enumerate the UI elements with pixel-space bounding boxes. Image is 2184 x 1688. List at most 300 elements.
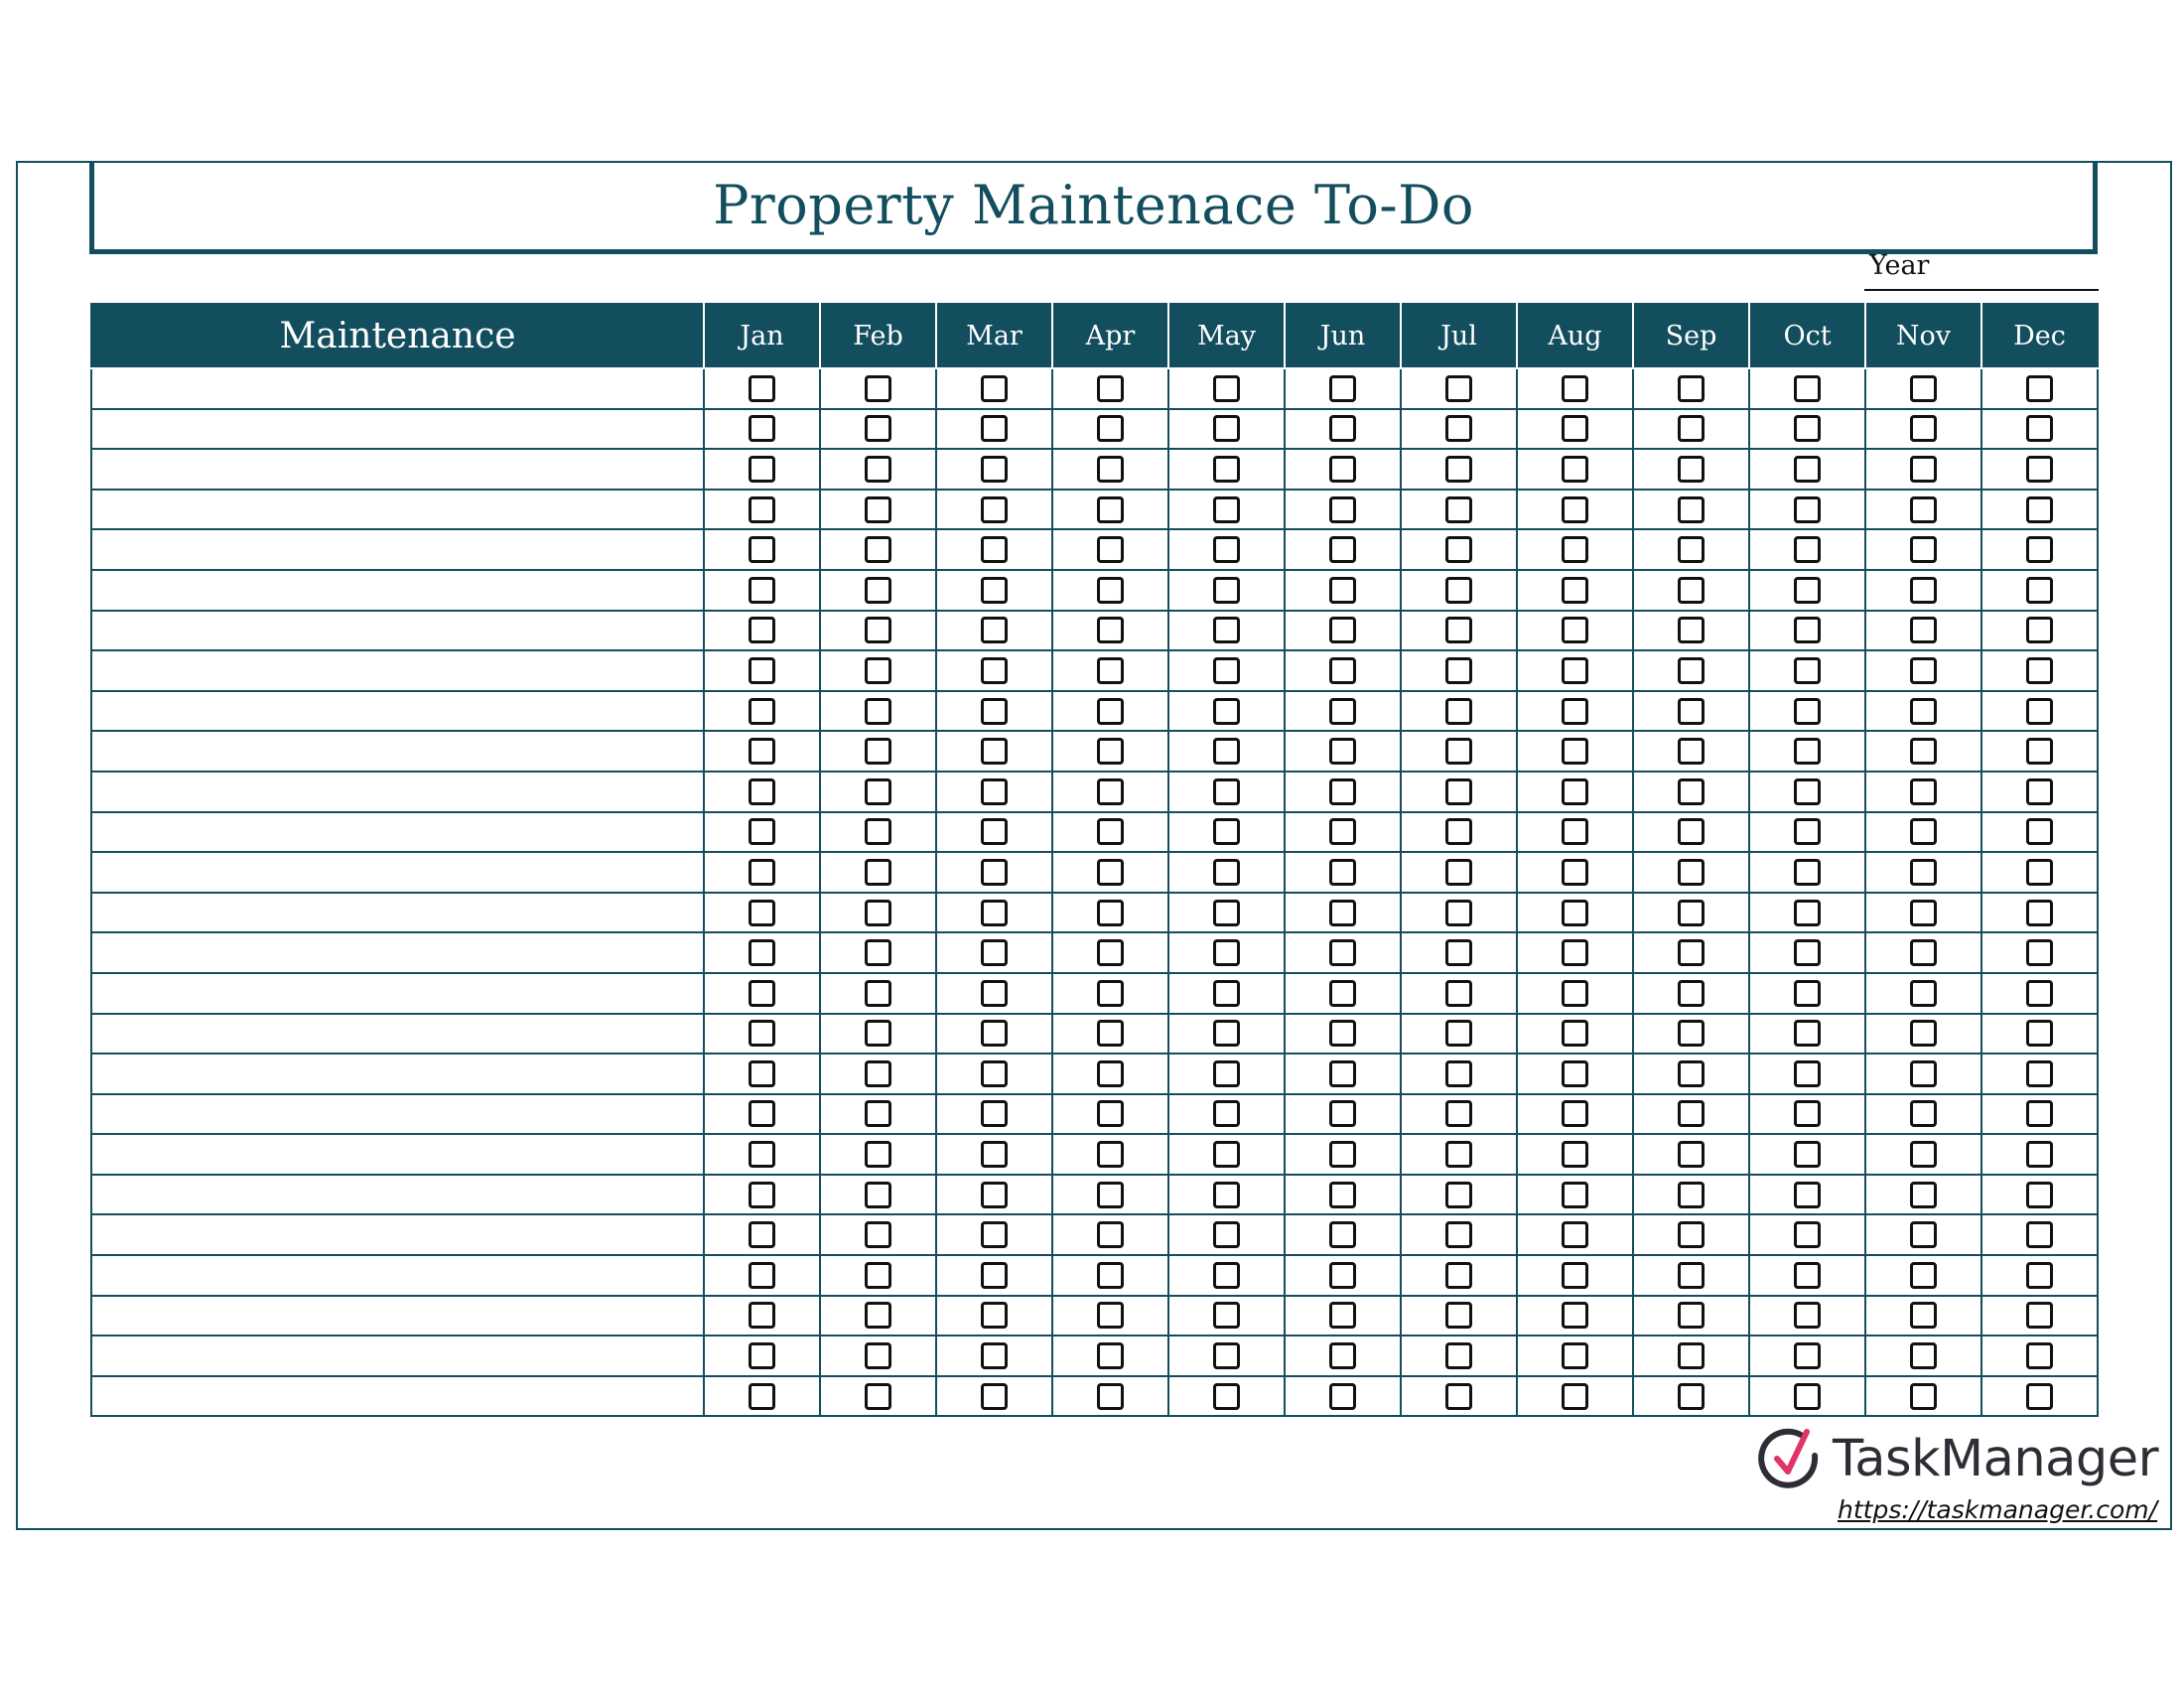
checkbox[interactable]	[1910, 617, 1937, 643]
checkbox[interactable]	[1794, 1221, 1821, 1248]
checkbox[interactable]	[865, 698, 891, 725]
checkbox[interactable]	[2026, 900, 2053, 926]
checkbox[interactable]	[865, 939, 891, 966]
checkbox[interactable]	[749, 778, 775, 805]
checkbox[interactable]	[749, 1221, 775, 1248]
checkbox[interactable]	[1562, 738, 1588, 765]
checkbox[interactable]	[1445, 617, 1472, 643]
checkbox[interactable]	[1445, 1060, 1472, 1087]
checkbox[interactable]	[865, 1342, 891, 1369]
checkbox[interactable]	[865, 1221, 891, 1248]
maintenance-task-cell[interactable]	[91, 1296, 704, 1336]
checkbox[interactable]	[1213, 617, 1240, 643]
checkbox[interactable]	[865, 496, 891, 523]
checkbox[interactable]	[1910, 1342, 1937, 1369]
checkbox[interactable]	[2026, 496, 2053, 523]
checkbox[interactable]	[1910, 1100, 1937, 1127]
checkbox[interactable]	[1213, 939, 1240, 966]
checkbox[interactable]	[865, 1383, 891, 1410]
checkbox[interactable]	[1329, 738, 1356, 765]
checkbox[interactable]	[1213, 818, 1240, 845]
checkbox[interactable]	[749, 536, 775, 563]
checkbox[interactable]	[1678, 778, 1705, 805]
checkbox[interactable]	[1562, 415, 1588, 442]
checkbox[interactable]	[1562, 1141, 1588, 1168]
checkbox[interactable]	[1213, 738, 1240, 765]
checkbox[interactable]	[1329, 1141, 1356, 1168]
checkbox[interactable]	[749, 456, 775, 483]
checkbox[interactable]	[1445, 859, 1472, 886]
checkbox[interactable]	[1097, 778, 1124, 805]
maintenance-task-cell[interactable]	[91, 368, 704, 409]
checkbox[interactable]	[2026, 456, 2053, 483]
checkbox[interactable]	[2026, 1060, 2053, 1087]
checkbox[interactable]	[1097, 536, 1124, 563]
checkbox[interactable]	[1329, 415, 1356, 442]
checkbox[interactable]	[1794, 738, 1821, 765]
checkbox[interactable]	[1794, 1342, 1821, 1369]
checkbox[interactable]	[1910, 859, 1937, 886]
checkbox[interactable]	[1678, 1100, 1705, 1127]
checkbox[interactable]	[749, 980, 775, 1007]
checkbox[interactable]	[1562, 496, 1588, 523]
checkbox[interactable]	[1097, 939, 1124, 966]
checkbox[interactable]	[981, 456, 1008, 483]
checkbox[interactable]	[1910, 1020, 1937, 1047]
checkbox[interactable]	[2026, 980, 2053, 1007]
checkbox[interactable]	[981, 818, 1008, 845]
checkbox[interactable]	[2026, 939, 2053, 966]
checkbox[interactable]	[1329, 939, 1356, 966]
checkbox[interactable]	[1097, 1100, 1124, 1127]
checkbox[interactable]	[749, 375, 775, 402]
checkbox[interactable]	[981, 1221, 1008, 1248]
checkbox[interactable]	[1213, 657, 1240, 684]
checkbox[interactable]	[1445, 1302, 1472, 1329]
checkbox[interactable]	[2026, 859, 2053, 886]
checkbox[interactable]	[1445, 1342, 1472, 1369]
checkbox[interactable]	[1562, 859, 1588, 886]
checkbox[interactable]	[1097, 375, 1124, 402]
maintenance-task-cell[interactable]	[91, 973, 704, 1014]
year-field[interactable]	[1864, 289, 2099, 291]
checkbox[interactable]	[981, 1141, 1008, 1168]
checkbox[interactable]	[1678, 456, 1705, 483]
checkbox[interactable]	[1678, 818, 1705, 845]
checkbox[interactable]	[1794, 1100, 1821, 1127]
checkbox[interactable]	[749, 617, 775, 643]
checkbox[interactable]	[749, 1020, 775, 1047]
checkbox[interactable]	[865, 1020, 891, 1047]
checkbox[interactable]	[1678, 698, 1705, 725]
checkbox[interactable]	[1213, 778, 1240, 805]
checkbox[interactable]	[1678, 1020, 1705, 1047]
checkbox[interactable]	[1794, 859, 1821, 886]
checkbox[interactable]	[1794, 375, 1821, 402]
checkbox[interactable]	[865, 415, 891, 442]
checkbox[interactable]	[1562, 1182, 1588, 1208]
checkbox[interactable]	[1562, 1342, 1588, 1369]
checkbox[interactable]	[1910, 1182, 1937, 1208]
checkbox[interactable]	[865, 859, 891, 886]
checkbox[interactable]	[1329, 496, 1356, 523]
checkbox[interactable]	[865, 617, 891, 643]
checkbox[interactable]	[2026, 1182, 2053, 1208]
checkbox[interactable]	[2026, 1302, 2053, 1329]
checkbox[interactable]	[1329, 536, 1356, 563]
checkbox[interactable]	[2026, 1020, 2053, 1047]
checkbox[interactable]	[981, 375, 1008, 402]
checkbox[interactable]	[1445, 577, 1472, 604]
checkbox[interactable]	[1097, 1342, 1124, 1369]
checkbox[interactable]	[1678, 577, 1705, 604]
checkbox[interactable]	[981, 1060, 1008, 1087]
checkbox[interactable]	[1445, 496, 1472, 523]
checkbox[interactable]	[749, 577, 775, 604]
checkbox[interactable]	[1329, 375, 1356, 402]
maintenance-task-cell[interactable]	[91, 449, 704, 490]
checkbox[interactable]	[1678, 536, 1705, 563]
checkbox[interactable]	[1329, 1383, 1356, 1410]
checkbox[interactable]	[1213, 1262, 1240, 1289]
checkbox[interactable]	[1562, 1060, 1588, 1087]
checkbox[interactable]	[1329, 859, 1356, 886]
checkbox[interactable]	[2026, 778, 2053, 805]
maintenance-task-cell[interactable]	[91, 812, 704, 853]
checkbox[interactable]	[865, 1302, 891, 1329]
checkbox[interactable]	[981, 939, 1008, 966]
checkbox[interactable]	[1445, 415, 1472, 442]
checkbox[interactable]	[1213, 980, 1240, 1007]
checkbox[interactable]	[1678, 900, 1705, 926]
checkbox[interactable]	[1213, 900, 1240, 926]
checkbox[interactable]	[749, 1342, 775, 1369]
checkbox[interactable]	[749, 415, 775, 442]
checkbox[interactable]	[1329, 980, 1356, 1007]
checkbox[interactable]	[865, 980, 891, 1007]
checkbox[interactable]	[1445, 375, 1472, 402]
checkbox[interactable]	[749, 1141, 775, 1168]
checkbox[interactable]	[1213, 1302, 1240, 1329]
maintenance-task-cell[interactable]	[91, 772, 704, 812]
checkbox[interactable]	[1910, 456, 1937, 483]
checkbox[interactable]	[1445, 536, 1472, 563]
website-link[interactable]: https://taskmanager.com/	[1838, 1495, 2158, 1524]
maintenance-task-cell[interactable]	[91, 409, 704, 450]
checkbox[interactable]	[1329, 456, 1356, 483]
checkbox[interactable]	[1794, 1383, 1821, 1410]
checkbox[interactable]	[1329, 657, 1356, 684]
checkbox[interactable]	[1445, 818, 1472, 845]
checkbox[interactable]	[1562, 536, 1588, 563]
checkbox[interactable]	[1445, 1262, 1472, 1289]
checkbox[interactable]	[981, 657, 1008, 684]
checkbox[interactable]	[1910, 375, 1937, 402]
checkbox[interactable]	[1562, 1100, 1588, 1127]
checkbox[interactable]	[1213, 577, 1240, 604]
checkbox[interactable]	[1678, 1342, 1705, 1369]
checkbox[interactable]	[981, 1262, 1008, 1289]
checkbox[interactable]	[1097, 1020, 1124, 1047]
checkbox[interactable]	[1794, 818, 1821, 845]
checkbox[interactable]	[749, 1302, 775, 1329]
checkbox[interactable]	[1097, 617, 1124, 643]
checkbox[interactable]	[2026, 818, 2053, 845]
maintenance-task-cell[interactable]	[91, 611, 704, 651]
checkbox[interactable]	[1794, 1141, 1821, 1168]
checkbox[interactable]	[2026, 617, 2053, 643]
checkbox[interactable]	[1678, 1221, 1705, 1248]
checkbox[interactable]	[1329, 818, 1356, 845]
maintenance-task-cell[interactable]	[91, 1376, 704, 1417]
checkbox[interactable]	[1562, 778, 1588, 805]
checkbox[interactable]	[1794, 778, 1821, 805]
maintenance-task-cell[interactable]	[91, 691, 704, 732]
checkbox[interactable]	[1445, 456, 1472, 483]
checkbox[interactable]	[1445, 1141, 1472, 1168]
checkbox[interactable]	[1678, 859, 1705, 886]
checkbox[interactable]	[981, 617, 1008, 643]
checkbox[interactable]	[2026, 1221, 2053, 1248]
checkbox[interactable]	[1329, 1342, 1356, 1369]
checkbox[interactable]	[1794, 939, 1821, 966]
checkbox[interactable]	[981, 415, 1008, 442]
checkbox[interactable]	[981, 1182, 1008, 1208]
checkbox[interactable]	[981, 577, 1008, 604]
checkbox[interactable]	[981, 496, 1008, 523]
maintenance-task-cell[interactable]	[91, 1255, 704, 1296]
checkbox[interactable]	[1910, 980, 1937, 1007]
checkbox[interactable]	[1678, 496, 1705, 523]
maintenance-task-cell[interactable]	[91, 490, 704, 530]
checkbox[interactable]	[1678, 415, 1705, 442]
checkbox[interactable]	[749, 1262, 775, 1289]
checkbox[interactable]	[865, 657, 891, 684]
checkbox[interactable]	[1329, 1262, 1356, 1289]
checkbox[interactable]	[2026, 657, 2053, 684]
checkbox[interactable]	[1910, 939, 1937, 966]
checkbox[interactable]	[865, 1262, 891, 1289]
checkbox[interactable]	[1794, 1262, 1821, 1289]
checkbox[interactable]	[1097, 1302, 1124, 1329]
checkbox[interactable]	[1445, 1100, 1472, 1127]
checkbox[interactable]	[865, 1100, 891, 1127]
checkbox[interactable]	[1329, 698, 1356, 725]
checkbox[interactable]	[981, 1342, 1008, 1369]
checkbox[interactable]	[1329, 778, 1356, 805]
checkbox[interactable]	[1562, 1020, 1588, 1047]
checkbox[interactable]	[1097, 818, 1124, 845]
checkbox[interactable]	[1910, 1262, 1937, 1289]
checkbox[interactable]	[1329, 577, 1356, 604]
checkbox[interactable]	[981, 1100, 1008, 1127]
checkbox[interactable]	[1097, 1182, 1124, 1208]
maintenance-task-cell[interactable]	[91, 1054, 704, 1094]
checkbox[interactable]	[865, 1060, 891, 1087]
maintenance-task-cell[interactable]	[91, 1134, 704, 1175]
checkbox[interactable]	[1794, 617, 1821, 643]
checkbox[interactable]	[1562, 1383, 1588, 1410]
checkbox[interactable]	[1794, 1020, 1821, 1047]
checkbox[interactable]	[981, 1020, 1008, 1047]
checkbox[interactable]	[981, 738, 1008, 765]
checkbox[interactable]	[1910, 738, 1937, 765]
checkbox[interactable]	[1678, 657, 1705, 684]
checkbox[interactable]	[1794, 698, 1821, 725]
checkbox[interactable]	[1213, 698, 1240, 725]
checkbox[interactable]	[865, 900, 891, 926]
checkbox[interactable]	[1213, 1182, 1240, 1208]
checkbox[interactable]	[1213, 1221, 1240, 1248]
checkbox[interactable]	[749, 939, 775, 966]
checkbox[interactable]	[981, 1302, 1008, 1329]
maintenance-task-cell[interactable]	[91, 932, 704, 973]
checkbox[interactable]	[1794, 577, 1821, 604]
checkbox[interactable]	[1097, 1060, 1124, 1087]
checkbox[interactable]	[749, 859, 775, 886]
maintenance-task-cell[interactable]	[91, 1094, 704, 1135]
checkbox[interactable]	[1213, 1100, 1240, 1127]
checkbox[interactable]	[2026, 1342, 2053, 1369]
checkbox[interactable]	[1678, 1262, 1705, 1289]
checkbox[interactable]	[1097, 657, 1124, 684]
checkbox[interactable]	[749, 818, 775, 845]
checkbox[interactable]	[1678, 1141, 1705, 1168]
checkbox[interactable]	[1562, 657, 1588, 684]
checkbox[interactable]	[1910, 1221, 1937, 1248]
maintenance-task-cell[interactable]	[91, 1336, 704, 1376]
checkbox[interactable]	[1445, 738, 1472, 765]
checkbox[interactable]	[865, 1182, 891, 1208]
checkbox[interactable]	[2026, 698, 2053, 725]
checkbox[interactable]	[865, 778, 891, 805]
checkbox[interactable]	[1097, 1221, 1124, 1248]
checkbox[interactable]	[1445, 1221, 1472, 1248]
checkbox[interactable]	[1794, 415, 1821, 442]
checkbox[interactable]	[1794, 1182, 1821, 1208]
checkbox[interactable]	[865, 375, 891, 402]
checkbox[interactable]	[1097, 456, 1124, 483]
checkbox[interactable]	[1329, 1020, 1356, 1047]
checkbox[interactable]	[1562, 1221, 1588, 1248]
checkbox[interactable]	[1445, 980, 1472, 1007]
maintenance-task-cell[interactable]	[91, 570, 704, 611]
checkbox[interactable]	[1562, 900, 1588, 926]
checkbox[interactable]	[1562, 1262, 1588, 1289]
checkbox[interactable]	[1678, 939, 1705, 966]
maintenance-task-cell[interactable]	[91, 731, 704, 772]
checkbox[interactable]	[1213, 859, 1240, 886]
checkbox[interactable]	[2026, 577, 2053, 604]
checkbox[interactable]	[1794, 536, 1821, 563]
checkbox[interactable]	[1213, 496, 1240, 523]
checkbox[interactable]	[1445, 1182, 1472, 1208]
checkbox[interactable]	[749, 738, 775, 765]
checkbox[interactable]	[1097, 698, 1124, 725]
checkbox[interactable]	[1910, 900, 1937, 926]
checkbox[interactable]	[1097, 738, 1124, 765]
checkbox[interactable]	[1794, 1060, 1821, 1087]
checkbox[interactable]	[1329, 1221, 1356, 1248]
checkbox[interactable]	[749, 900, 775, 926]
checkbox[interactable]	[1678, 738, 1705, 765]
checkbox[interactable]	[1910, 536, 1937, 563]
checkbox[interactable]	[1445, 939, 1472, 966]
checkbox[interactable]	[1910, 415, 1937, 442]
checkbox[interactable]	[1329, 900, 1356, 926]
checkbox[interactable]	[1213, 1141, 1240, 1168]
checkbox[interactable]	[1329, 1182, 1356, 1208]
checkbox[interactable]	[1562, 980, 1588, 1007]
checkbox[interactable]	[1910, 1383, 1937, 1410]
maintenance-task-cell[interactable]	[91, 1214, 704, 1255]
checkbox[interactable]	[1213, 1020, 1240, 1047]
checkbox[interactable]	[749, 1182, 775, 1208]
checkbox[interactable]	[749, 1100, 775, 1127]
checkbox[interactable]	[1910, 1302, 1937, 1329]
checkbox[interactable]	[981, 900, 1008, 926]
maintenance-task-cell[interactable]	[91, 852, 704, 893]
checkbox[interactable]	[1910, 698, 1937, 725]
checkbox[interactable]	[1678, 980, 1705, 1007]
checkbox[interactable]	[1213, 1060, 1240, 1087]
checkbox[interactable]	[1329, 617, 1356, 643]
checkbox[interactable]	[1678, 1383, 1705, 1410]
checkbox[interactable]	[1213, 456, 1240, 483]
checkbox[interactable]	[981, 859, 1008, 886]
checkbox[interactable]	[2026, 738, 2053, 765]
checkbox[interactable]	[981, 1383, 1008, 1410]
checkbox[interactable]	[749, 657, 775, 684]
checkbox[interactable]	[981, 536, 1008, 563]
checkbox[interactable]	[2026, 1262, 2053, 1289]
checkbox[interactable]	[1678, 1182, 1705, 1208]
checkbox[interactable]	[1794, 657, 1821, 684]
checkbox[interactable]	[749, 698, 775, 725]
checkbox[interactable]	[1910, 1060, 1937, 1087]
maintenance-task-cell[interactable]	[91, 650, 704, 691]
checkbox[interactable]	[981, 778, 1008, 805]
maintenance-task-cell[interactable]	[91, 893, 704, 933]
checkbox[interactable]	[1445, 1383, 1472, 1410]
checkbox[interactable]	[1213, 536, 1240, 563]
checkbox[interactable]	[981, 698, 1008, 725]
checkbox[interactable]	[1562, 818, 1588, 845]
checkbox[interactable]	[1097, 496, 1124, 523]
maintenance-task-cell[interactable]	[91, 529, 704, 570]
checkbox[interactable]	[1910, 778, 1937, 805]
checkbox[interactable]	[1678, 1302, 1705, 1329]
checkbox[interactable]	[1097, 577, 1124, 604]
checkbox[interactable]	[1910, 496, 1937, 523]
checkbox[interactable]	[2026, 415, 2053, 442]
checkbox[interactable]	[1097, 1262, 1124, 1289]
checkbox[interactable]	[1678, 375, 1705, 402]
checkbox[interactable]	[2026, 1383, 2053, 1410]
checkbox[interactable]	[1562, 617, 1588, 643]
checkbox[interactable]	[1097, 900, 1124, 926]
checkbox[interactable]	[1794, 1302, 1821, 1329]
checkbox[interactable]	[1097, 1383, 1124, 1410]
checkbox[interactable]	[1562, 375, 1588, 402]
checkbox[interactable]	[1910, 1141, 1937, 1168]
checkbox[interactable]	[1562, 939, 1588, 966]
checkbox[interactable]	[1562, 456, 1588, 483]
checkbox[interactable]	[1445, 900, 1472, 926]
checkbox[interactable]	[749, 1383, 775, 1410]
checkbox[interactable]	[1794, 980, 1821, 1007]
checkbox[interactable]	[1213, 415, 1240, 442]
